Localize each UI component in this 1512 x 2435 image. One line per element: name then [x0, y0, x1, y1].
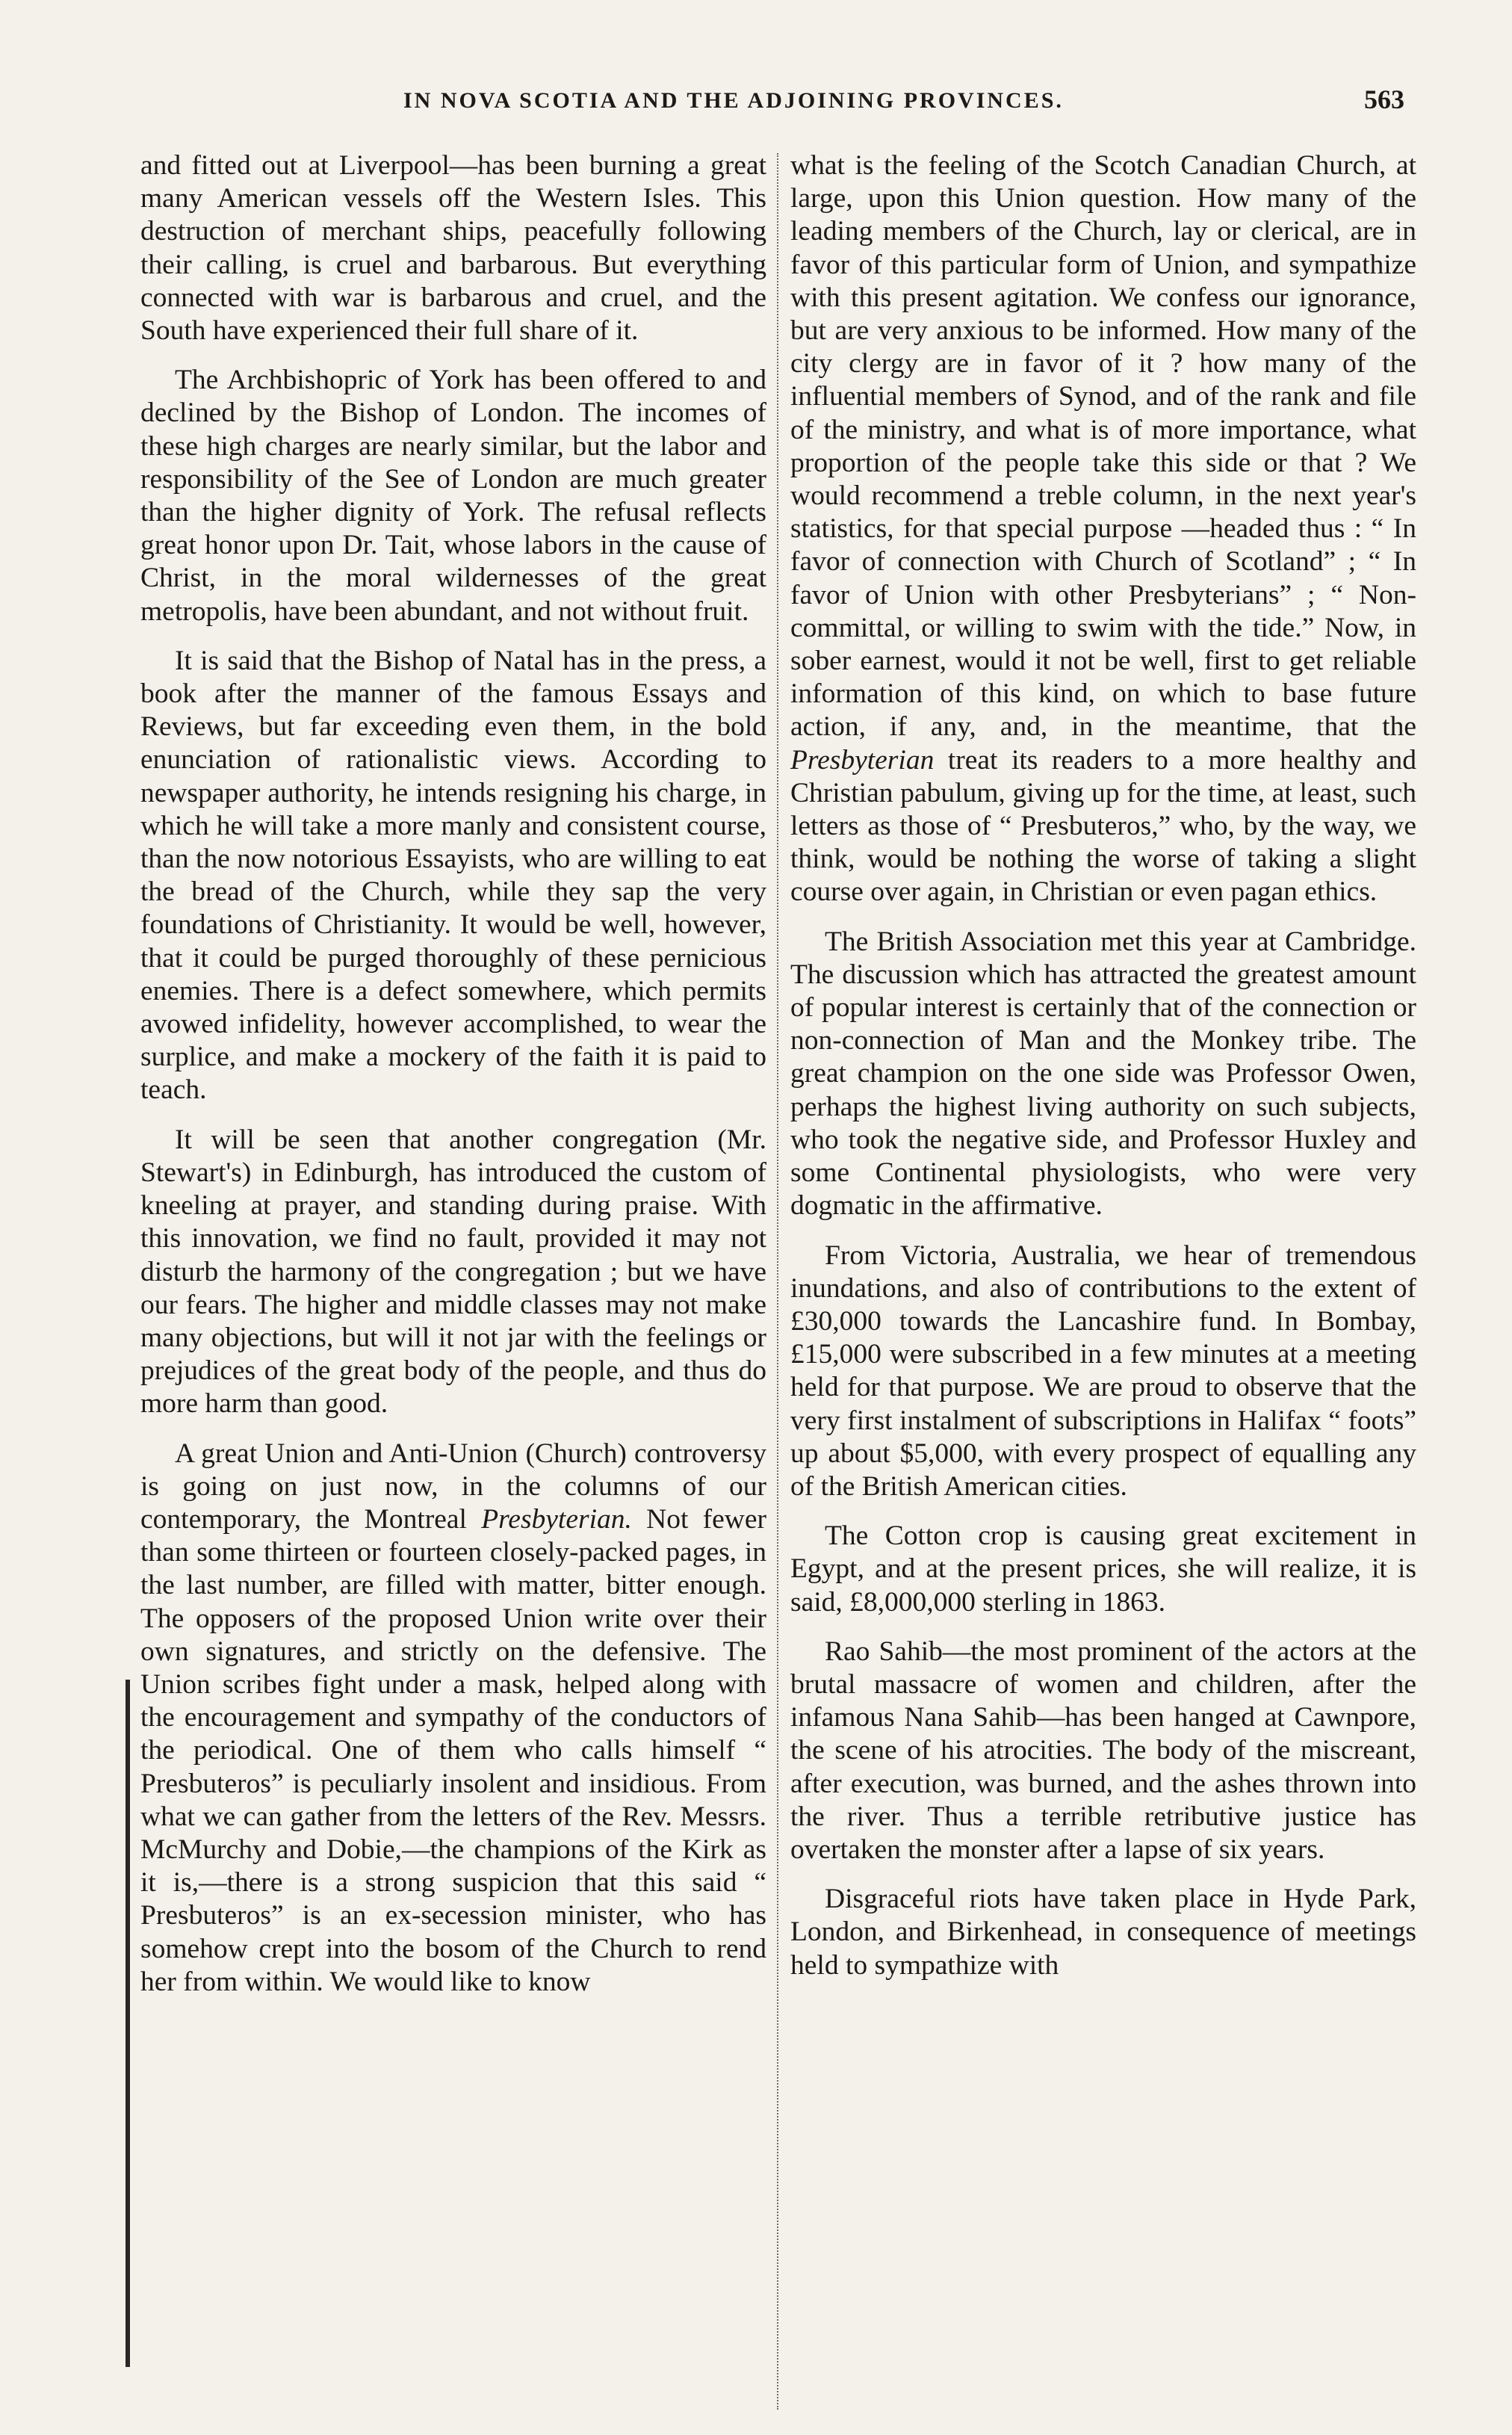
presbyterian-title: Presbyterian.: [481, 1503, 632, 1535]
column-divider: [777, 153, 778, 2410]
paragraph-rao-sahib: Rao Sahib—the most prominent of the actors at the brutal massacre of women and children, after the infamous Nana Sahib—has been hanged at Cawnpore, the scene of his atrocities. The body of the miscreant, after execution, was burned, and the ashes thrown into the river. Thus a terrible retributive justice has overtaken the monster after a lapse of six years.: [790, 1636, 1416, 1865]
paragraph-victoria-australia: From Victoria, Australia, we hear of tremendous inundations, and also of contributions to the extent of £30,000 towards the Lancashire fund. In Bombay, £15,000 were subscribed in a few minutes at a meeting held for that purpose. We are proud to observe that the very first instalment of subscriptions in Halifax “ foots” up about $5,000, with every prospect of equalling any of the British American cities.: [790, 1240, 1416, 1502]
page-number: 563: [1364, 84, 1404, 114]
paragraph-scotch-canadian-church: [790, 149, 1416, 909]
paragraph-british-association: The British Association met this year at Cambridge. The discussion which has attracted the greatest amount of popular interest is certainly that of the connection or non-connection of Man and the Monkey tribe. The great champion on the one side was Professor Owen, perhaps the highest living authority on such subjects, who took the negative side, and Professor Huxley and some Continental physiologists, who were very dogmatic in the affirmative.: [790, 926, 1416, 1222]
right-column: [790, 149, 1416, 1999]
paragraph-edinburgh-congregation: It will be seen that another congregation (Mr. Stewart's) in Edinburgh, has introduced the custom of kneeling at prayer, and standing during praise. With this innovation, we find no fault, provided it may not disturb the harmony of the congregation ; but we have our fears. The higher and middle classes may not make many objections, but will it not jar with the feelings or prejudices of the great body of the people, and thus do more harm than good.: [140, 1124, 766, 1420]
paragraph-riots: Disgraceful riots have taken place in Hyde Park, London, and Birkenhead, in consequence of meetings held to sympathize with: [790, 1884, 1416, 1981]
union-controversy-text-b: Not fewer than some thirteen or fourteen closely-packed pages, in the last number, are filled with matter, bitter enough. The opposers of the proposed Union write over their own signatures, and strictly on the defensive. The Union scribes fight under a mask, helped along with the encouragement and sympathy of the conductors of the periodical. One of them who calls himself “ Presbuteros” is peculiarly insolent and insidious. From what we can gather from the letters of the Rev. Messrs. McMurchy and Dobie,—the champions of the Kirk as it is,—there is a strong suspicion that this said “ Presbuteros” is an ex-secession minister, who has somehow crept into the bosom of the Church to rend her from within. We would like to know: [140, 1503, 766, 1997]
running-title: IN NOVA SCOTIA AND THE ADJOINING PROVINCES.: [403, 88, 1064, 113]
paragraph-bishop-natal: It is said that the Bishop of Natal has in the press, a book after the manner of the famous Essays and Reviews, but far exceeding even them, in the bold enunciation of rationalistic views. According to newspaper authority, he intends resigning his charge, in which he will take a more manly and consistent course, than the now notorious Essayists, who are willing to eat the bread of the Church, while they sap the very foundations of Christianity. It would be well, however, that it could be purged thoroughly of these pernicious enemies. There is a defect somewhere, which permits avowed infidelity, however accomplished, to wear the surplice, and make a mockery of the faith it is paid to teach.: [140, 645, 766, 1106]
left-column: [140, 149, 766, 2015]
paragraph-cotton-crop: The Cotton crop is causing great excitement in Egypt, and at the present prices, she will realize, it is said, £8,000,000 sterling in 1863.: [790, 1520, 1416, 1618]
paragraph-liverpool-vessels: and fitted out at Liverpool—has been burning a great many American vessels off the Western Isles. This destruction of merchant ships, peacefully following their calling, is cruel and barbarous. But everything connected with war is barbarous and cruel, and the South have experienced their full share of it.: [140, 150, 766, 347]
presbyterian-title-2: Presbyterian: [790, 744, 935, 776]
margin-bracket-mark: [126, 1680, 130, 2367]
scotch-church-text-b: treat its readers to a more healthy and Christian pabulum, giving up for the time, at least, such letters as those of “ Presbuteros,” who, by the way, we think, would be nothing the worse of taking a slight course over again, in Christian or even pagan ethics.: [790, 744, 1416, 908]
paragraph-union-controversy: [140, 1438, 766, 1999]
union-controversy-text-a: A great Union and Anti-Union (Church) controversy is going on just now, in the columns of our contemporary, the Montreal: [140, 1438, 766, 1535]
paragraph-archbishopric-york: The Archbishopric of York has been offered to and declined by the Bishop of London. The incomes of these high charges are nearly similar, but the labor and responsibility of the See of London are much greater than the higher dignity of York. The refusal reflects great honor upon Dr. Tait, whose labors in the cause of Christ, in the moral wildernesses of the great metropolis, have been abundant, and not without fruit.: [140, 365, 766, 627]
scotch-church-text-a: what is the feeling of the Scotch Canadian Church, at large, upon this Union question. How many of the leading members of the Church, lay or clerical, are in favor of this particular form of Union, and sympathize with this present agitation. We confess our ignorance, but are very anxious to be informed. How many of the city clergy are in favor of it ? how many of the influential members of Synod, and of the rank and file of the ministry, and what is of more importance, what proportion of the people take this side or that ? We would recommend a treble column, in the next year's statistics, for that special purpose —headed thus : “ In favor of connection with Church of Scotland” ; “ In favor of Union with other Presbyterians” ; “ Non-committal, or willing to swim with the tide.” Now, in sober earnest, would it not be well, first to get reliable information of this kind, on which to base future action, if any, and, in the meantime, that the: [790, 150, 1416, 743]
